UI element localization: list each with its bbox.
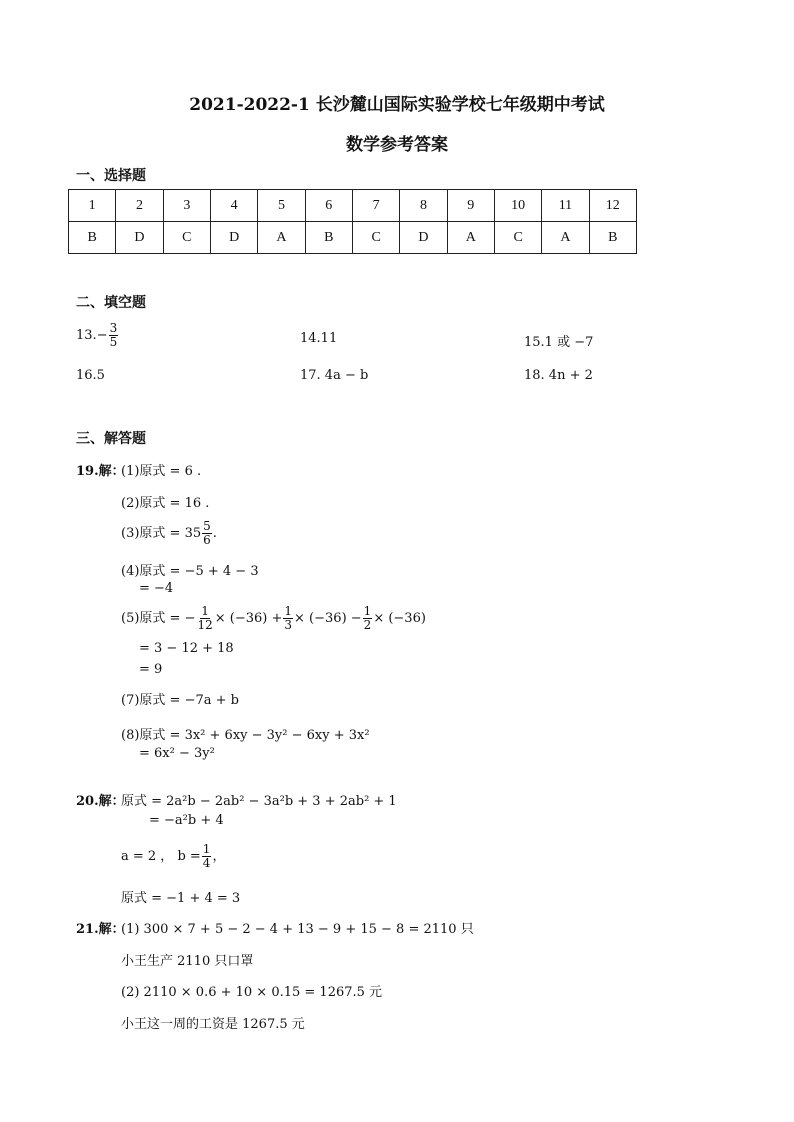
question-number: 6 xyxy=(305,190,352,222)
answer-17: 17. 4a − b xyxy=(300,368,369,383)
fraction-denominator: 4 xyxy=(202,856,211,870)
q19-part3-prefix: (3)原式 = 35 xyxy=(121,526,202,541)
page-title: 2021-2022-1 长沙麓山国际实验学校七年级期中考试 xyxy=(189,95,605,115)
fraction-denominator: 5 xyxy=(109,335,118,349)
q19-part5-fraction3 xyxy=(363,605,373,632)
q19-part5-mid2: × (−36) − xyxy=(294,611,362,626)
q19-part5-fraction1 xyxy=(196,605,213,632)
q19-part3-fraction xyxy=(202,520,212,547)
page-subtitle: 数学参考答案 xyxy=(346,135,448,155)
question-number: 7 xyxy=(352,190,399,222)
q21-part2: (2) 2110 × 0.6 + 10 × 0.15 = 1267.5 元 xyxy=(121,985,383,1000)
q19-label: 19.解： xyxy=(76,464,125,479)
q21-label: 21.解： xyxy=(76,922,125,937)
q20-given xyxy=(121,843,225,870)
answer-15: 15.1 或 −7 xyxy=(524,335,594,350)
q19-part5-line2: = 3 − 12 + 18 xyxy=(139,641,234,656)
q20-given-prefix: a = 2 ， b = xyxy=(121,849,201,864)
q19-part5-line1 xyxy=(121,605,426,632)
question-number: 5 xyxy=(258,190,305,222)
q19-part3-suffix: . xyxy=(212,526,217,541)
q20-line2: = −a²b + 4 xyxy=(149,813,224,828)
answer-13-prefix: 13. xyxy=(76,328,97,343)
q19-part5-prefix: (5)原式 = − xyxy=(121,611,196,626)
fraction-numerator: 1 xyxy=(202,842,211,856)
question-number: 10 xyxy=(494,190,541,222)
fraction-denominator: 6 xyxy=(203,533,211,547)
q20-given-fraction xyxy=(202,843,212,870)
question-number: 9 xyxy=(447,190,494,222)
q20-result: 原式 = −1 + 4 = 3 xyxy=(121,891,241,906)
fraction-numerator: 3 xyxy=(109,321,118,335)
q19-part8-line1: (8)原式 = 3x² + 6xy − 3y² − 6xy + 3x² xyxy=(121,728,370,743)
section-heading-solution: 三、解答题 xyxy=(76,431,146,447)
answer-cell: B xyxy=(69,222,116,254)
q19-part2: (2)原式 = 16 . xyxy=(121,496,210,511)
q19-part7: (7)原式 = −7a + b xyxy=(121,693,239,708)
question-number: 3 xyxy=(163,190,210,222)
answer-16: 16.5 xyxy=(76,368,105,383)
section-heading-choice: 一、选择题 xyxy=(76,168,146,184)
answer-cell: A xyxy=(542,222,589,254)
answer-table xyxy=(68,189,637,254)
answer-table-number-row xyxy=(69,190,637,222)
fraction-denominator: 3 xyxy=(284,618,293,632)
q19-part5-mid1: × (−36) + xyxy=(214,611,283,626)
answer-13-fraction xyxy=(109,322,119,349)
answer-cell: A xyxy=(447,222,494,254)
fraction-numerator: 5 xyxy=(203,519,211,533)
answer-cell: D xyxy=(116,222,163,254)
answer-13-sign: − xyxy=(96,328,108,343)
q19-part8-line2: = 6x² − 3y² xyxy=(139,746,215,761)
q19-part4-line2: = −4 xyxy=(139,581,174,596)
q21-part1: (1) 300 × 7 + 5 − 2 − 4 + 13 − 9 + 15 − 8 = 2110 只 xyxy=(121,922,474,937)
fraction-numerator: 1 xyxy=(201,604,209,618)
q19-part5-line3: = 9 xyxy=(139,662,163,677)
question-number: 4 xyxy=(210,190,257,222)
answer-18: 18. 4n + 2 xyxy=(524,368,593,383)
q19-part5-fraction2 xyxy=(283,605,293,632)
fraction-numerator: 1 xyxy=(363,604,372,618)
q19-part4-line1: (4)原式 = −5 + 4 − 3 xyxy=(121,564,259,579)
answer-13 xyxy=(76,322,119,349)
answer-cell: D xyxy=(210,222,257,254)
fraction-denominator: 12 xyxy=(197,618,213,632)
answer-cell: C xyxy=(494,222,541,254)
answer-cell: A xyxy=(258,222,305,254)
answer-cell: B xyxy=(589,222,636,254)
q21-part2-answer: 小王这一周的工资是 1267.5 元 xyxy=(121,1017,305,1032)
answer-cell: D xyxy=(400,222,447,254)
q19-part3 xyxy=(121,520,217,547)
q19-part1: (1)原式 = 6 . xyxy=(121,464,202,479)
question-number: 8 xyxy=(400,190,447,222)
question-number: 1 xyxy=(69,190,116,222)
q19-part5-end: × (−36) xyxy=(373,611,426,626)
answer-cell: C xyxy=(352,222,399,254)
answer-table-answer-row xyxy=(69,222,637,254)
answer-cell: C xyxy=(163,222,210,254)
q20-label: 20.解： xyxy=(76,794,125,809)
question-number: 12 xyxy=(589,190,636,222)
fraction-denominator: 2 xyxy=(363,618,372,632)
q20-line1: 原式 = 2a²b − 2ab² − 3a²b + 3 + 2ab² + 1 xyxy=(121,794,397,809)
q21-part1-answer: 小王生产 2110 只口罩 xyxy=(121,954,254,969)
answer-cell: B xyxy=(305,222,352,254)
question-number: 11 xyxy=(542,190,589,222)
fraction-numerator: 1 xyxy=(284,604,293,618)
section-heading-fill: 二、填空题 xyxy=(76,295,146,311)
question-number: 2 xyxy=(116,190,163,222)
q20-given-suffix: ， xyxy=(212,849,226,864)
answer-14: 14.11 xyxy=(300,331,338,346)
